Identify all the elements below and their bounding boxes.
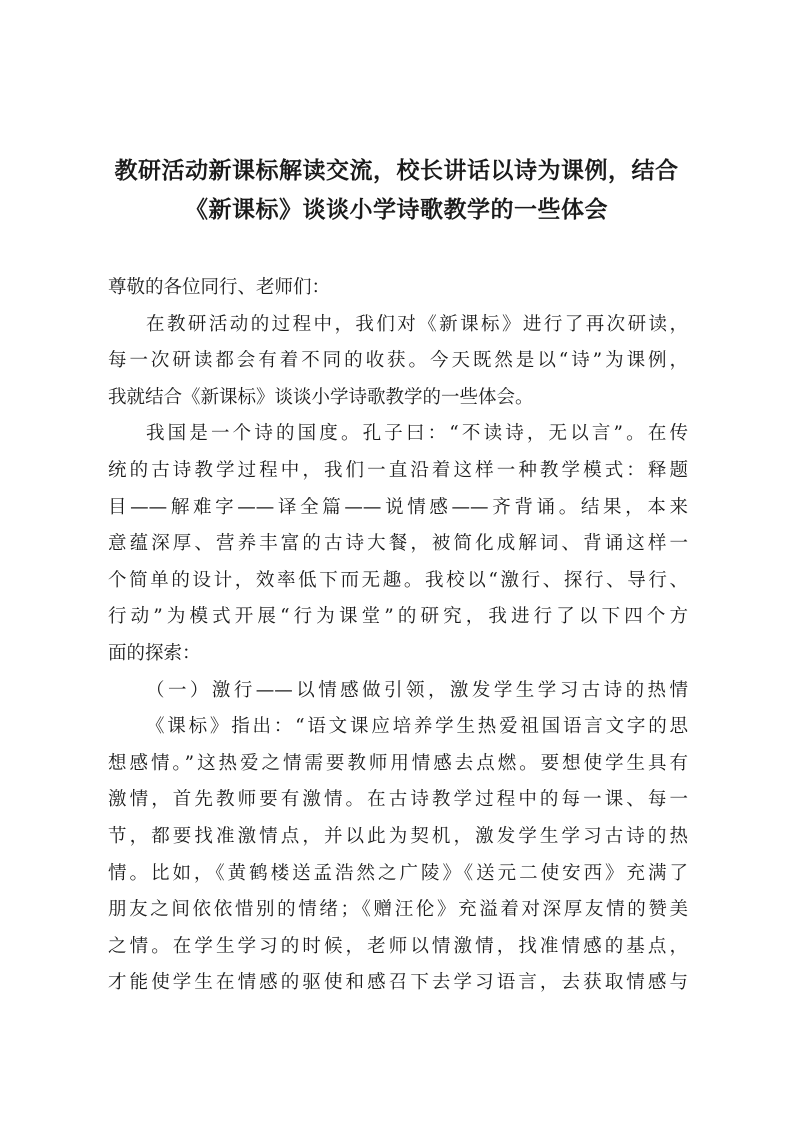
- section-heading: （一）激行——以情感做引领，激发学生学习古诗的热情: [146, 679, 688, 701]
- title-line-1: 教研活动新课标解读交流，校长讲话以诗为课例，结合: [114, 158, 679, 184]
- text-line: 朋友之间依依惜别的情绪；《赠汪伦》充溢着对深厚友情的赞美: [108, 899, 688, 921]
- text-line: 每一次研读都会有着不同的收获。今天既然是以“诗”为课例，: [108, 350, 688, 372]
- text-line: 意蕴深厚、营养丰富的古诗大餐，被简化成解词、背诵这样一: [108, 533, 688, 555]
- text-line: 个简单的设计，效率低下而无趣。我校以“激行、探行、导行、: [108, 569, 688, 591]
- document-title: [100, 152, 693, 230]
- paragraph-lines: [108, 307, 688, 1002]
- text-line: 才能使学生在情感的驱使和感召下去学习语言，去获取情感与: [108, 972, 688, 994]
- text-line: 在教研活动的过程中，我们对《新课标》进行了再次研读，: [146, 313, 688, 335]
- text-line: 想感情。”这热爱之情需要教师用情感去点燃。要想使学生具有: [108, 752, 688, 774]
- text-line: 我国是一个诗的国度。孔子曰：“不读诗，无以言”。在传: [146, 423, 688, 445]
- text-line: 目——解难字——译全篇——说情感——齐背诵。结果，本来: [108, 496, 688, 518]
- title-line-2: 《新课标》谈谈小学诗歌教学的一些体会: [185, 197, 608, 223]
- salutation: 尊敬的各位同行、老师们：: [108, 277, 331, 298]
- text-line: 情。比如，《黄鹤楼送孟浩然之广陵》《送元二使安西》充满了: [108, 862, 688, 884]
- document-body: [108, 270, 688, 1002]
- text-line: 我就结合《新课标》谈谈小学诗歌教学的一些体会。: [108, 386, 534, 408]
- text-line: 统的古诗教学过程中，我们一直沿着这样一种教学模式：释题: [108, 459, 688, 481]
- text-line: 之情。在学生学习的时候，老师以情激情，找准情感的基点，: [108, 935, 688, 957]
- text-line: 面的探索：: [108, 642, 201, 664]
- text-line: 《课标》指出：“语文课应培养学生热爱祖国语言文字的思: [146, 716, 688, 738]
- text-line: 激情，首先教师要有激情。在古诗教学过程中的每一课、每一: [108, 789, 688, 811]
- text-line: 行动”为模式开展“行为课堂”的研究，我进行了以下四个方: [108, 606, 688, 628]
- text-line: 节，都要找准激情点，并以此为契机，激发学生学习古诗的热: [108, 825, 688, 847]
